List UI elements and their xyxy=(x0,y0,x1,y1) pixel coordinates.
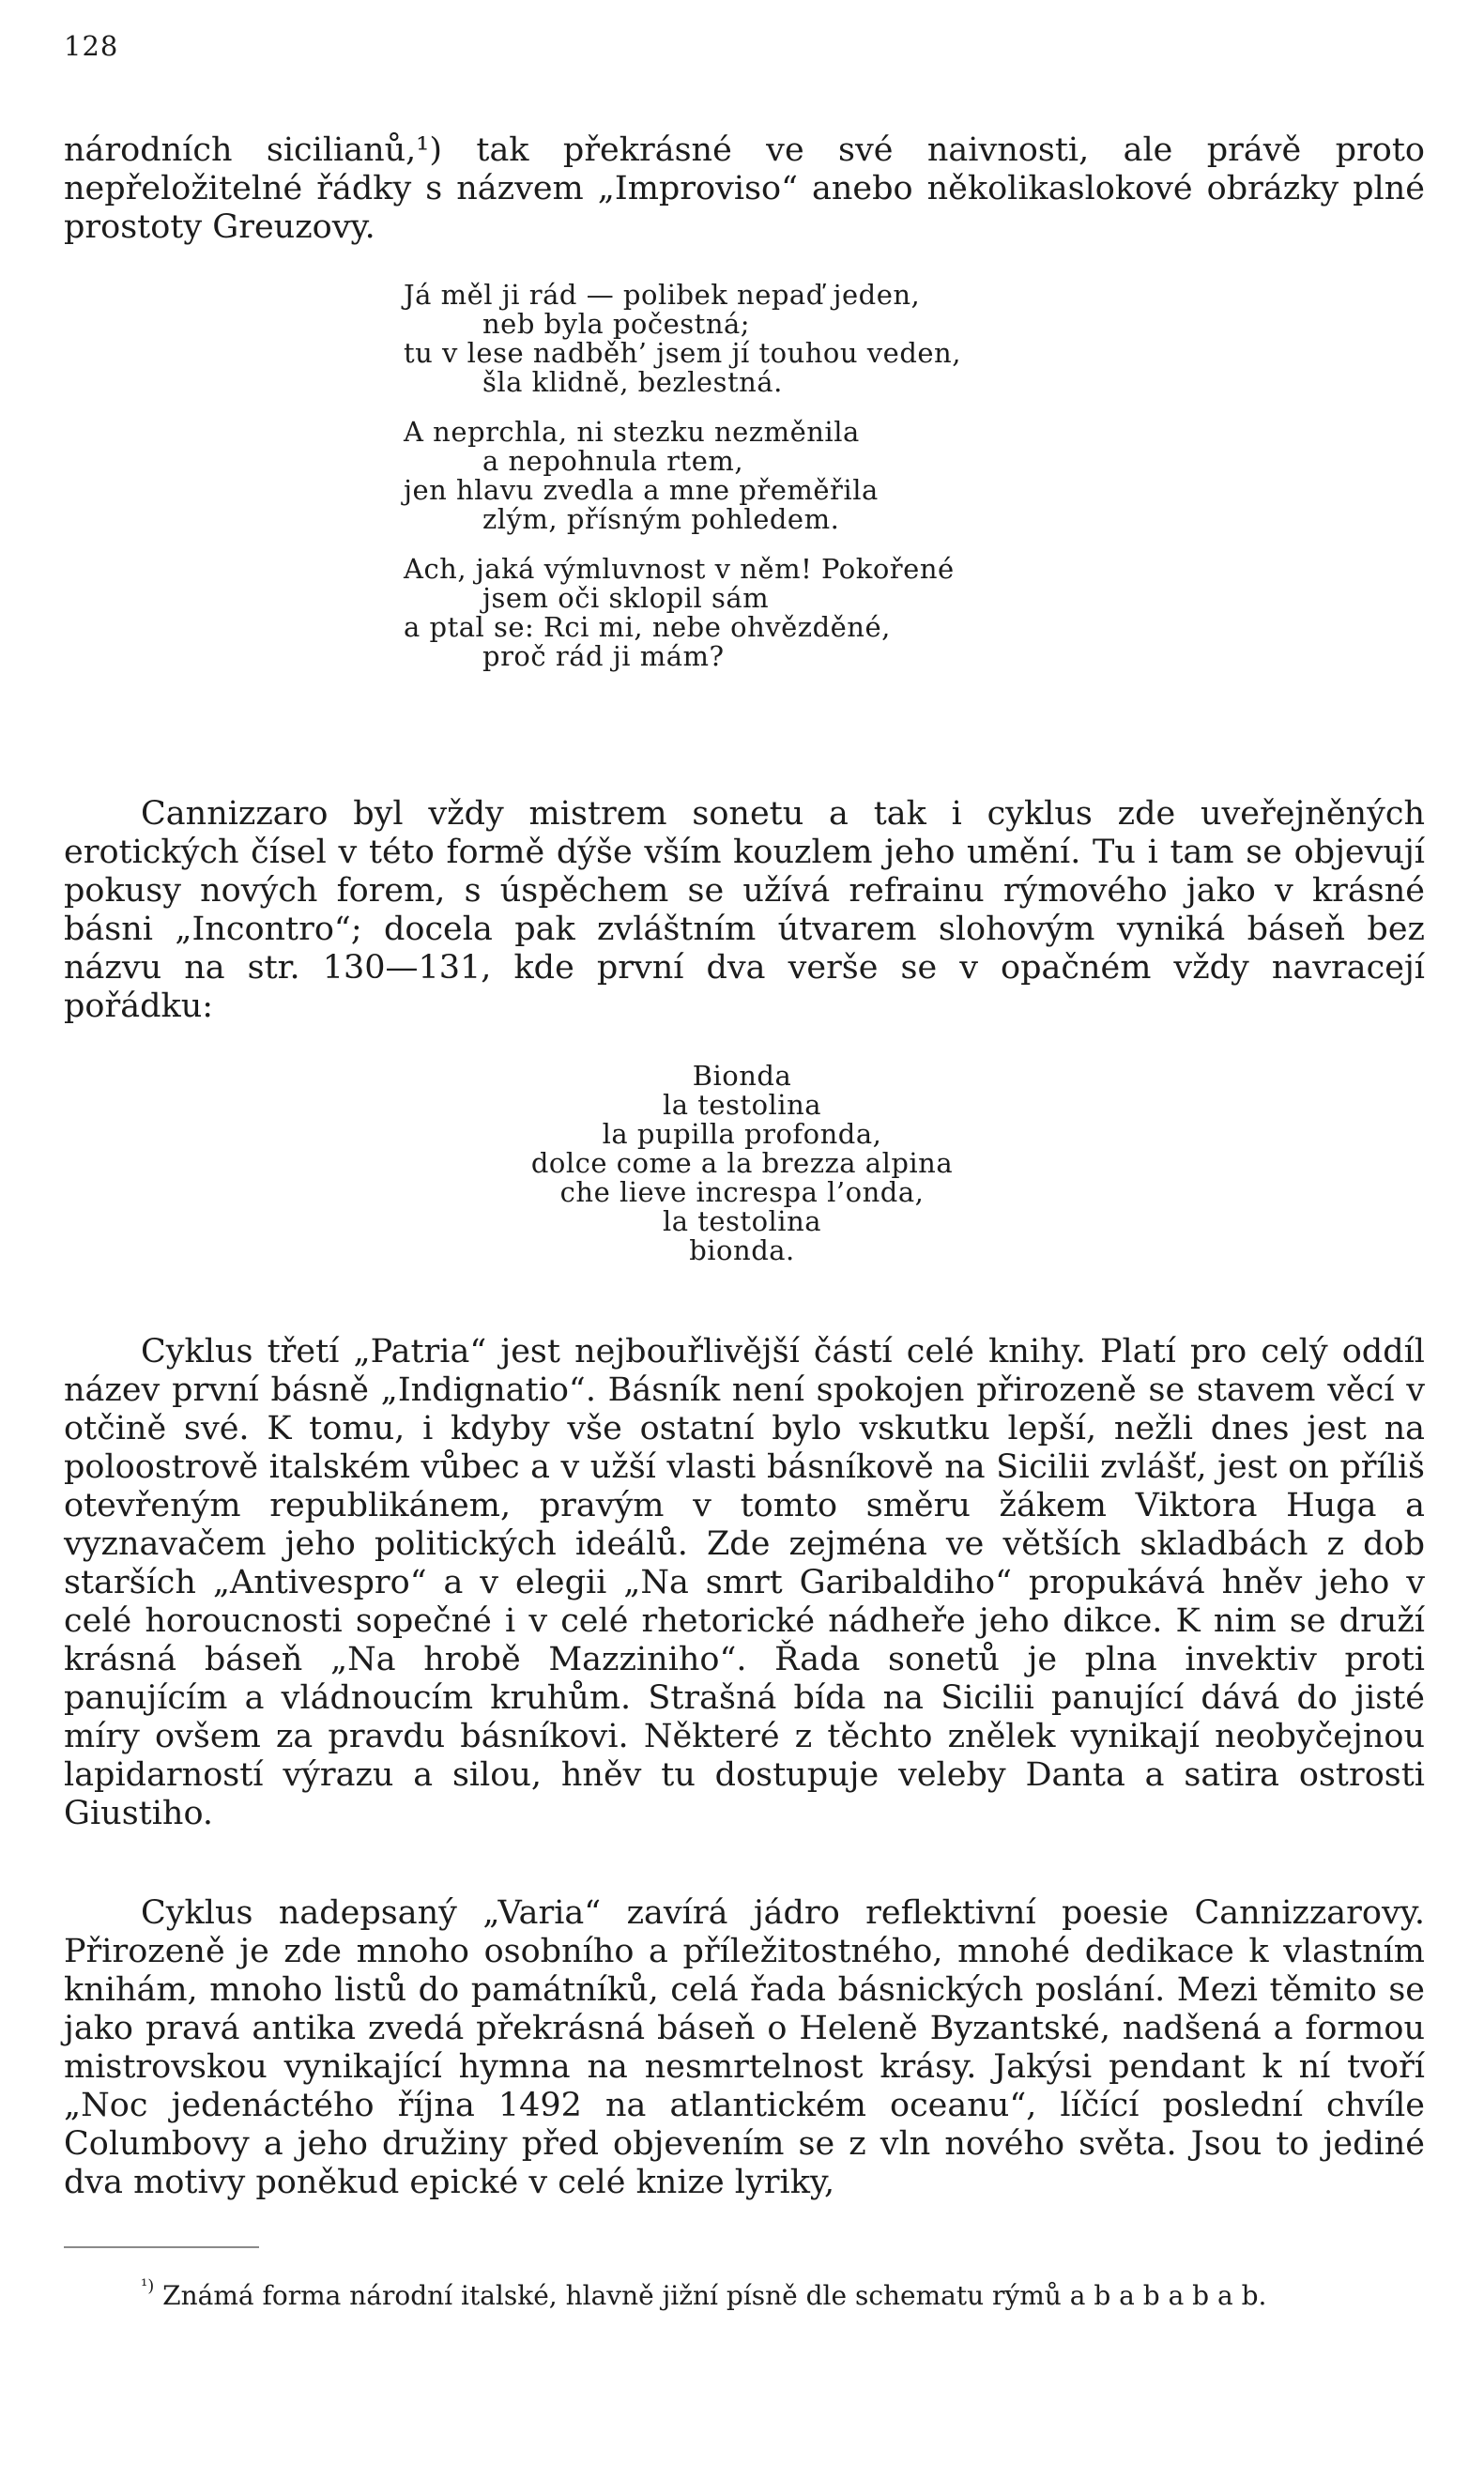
poem-line: la testolina xyxy=(662,1089,822,1121)
poem-line: Bionda xyxy=(692,1060,792,1092)
poem-line: proč rád ji mám? xyxy=(482,640,725,672)
poem-stanza-3 xyxy=(404,555,961,671)
footnote-text: Známá forma národní italské, hlavně jižní písně dle schematu rýmů a b a b a b a b. xyxy=(162,2280,1267,2311)
page-number: 128 xyxy=(64,30,119,62)
poem-line: che lieve increspa l’onda, xyxy=(559,1176,925,1208)
poem-line: la testolina xyxy=(662,1205,822,1237)
poem-bionda xyxy=(0,1062,1484,1265)
poem-line: jen hlavu zvedla a mne přeměřila xyxy=(404,474,879,506)
poem-line: šla klidně, bezlestná. xyxy=(482,366,783,398)
poem-line: A neprchla, ni stezku nezměnila xyxy=(404,416,860,448)
poem-line: zlým, přísným pohledem. xyxy=(482,503,840,535)
poem-line: bionda. xyxy=(689,1234,795,1266)
poem-line: dolce come a la brezza alpina xyxy=(530,1147,954,1179)
paragraph-sonnets: Cannizzaro byl vždy mistrem sonetu a tak i cyklus zde uveřejněných erotických čísel v této formě dýše vším kouzlem jeho umění. Tu i tam se objevují pokusy nových forem, s úspěchem se užívá refrainu rýmového jako v krásné básni „Incontro“; docela pak zvláštním útvarem slohovým vyniká báseň bez názvu na str. 130—131, kde první dva verše se v opačném vždy navracejí pořádku: xyxy=(64,795,1425,1025)
paragraph-varia: Cyklus nadepsaný „Varia“ zavírá jádro reflektivní poesie Cannizzarovy. Přirozeně je zde mnoho osobního a příležitostného, mnohé dedikace k vlastním knihám, mnoho listů do památníků, celá řada básnických poslání. Mezi těmito se jako pravá antika zvedá překrásná báseň o Heleně Byzantské, nadšená a formou mistrovskou vynikající hymna na nesmrtelnost krásy. Jakýsi pendant k ní tvoří „Noc jedenáctého října 1492 na atlantickém oceanu“, líčící poslední chvíle Columbovy a jeho družiny před objevením se z vln nového světa. Jsou to jediné dva motivy poněkud epické v celé knize lyriky, xyxy=(64,1894,1425,2201)
poem-line: tu v lese nadběh’ jsem jí touhou veden, xyxy=(404,337,961,369)
paragraph-patria: Cyklus třetí „Patria“ jest nejbouřlivější částí celé knihy. Platí pro celý oddíl název první básně „Indignatio“. Básník není spokojen přirozeně se stavem věcí v otčině své. K tomu, i kdyby vše ostatní bylo vskutku lepší, nežli dnes jest na poloostrově italském vůbec a v užší vlasti básníkově na Sicilii zvlášť, jest on příliš otevřeným republikánem, pravým v tomto směru žákem Viktora Huga a vyznavačem jeho politických ideálů. Zde zejména ve větších skladbách z dob starších „Antivespro“ a v elegii „Na smrt Garibaldiho“ propukává hněv jeho v celé horoucnosti sopečné i v celé rhetorické nádheře jeho dikce. K nim se druží krásná báseň „Na hrobě Mazziniho“. Řada sonetů je plna invektiv proti panujícím a vládnoucím kruhům. Strašná bída na Sicilii panující dává do jisté míry ovšem za pravdu básníkovi. Některé z těchto znělek vynikají neobyčejnou lapidarností výrazu a silou, hněv tu dostupuje veleby Danta a satira ostrosti Giustiho. xyxy=(64,1333,1425,1832)
poem-line: jsem oči sklopil sám xyxy=(482,582,770,614)
poem-line: Já měl ji rád — polibek nepaď jeden, xyxy=(404,279,921,311)
poem-stanza-2 xyxy=(404,418,961,534)
paragraph-intro: národních sicilianů,¹) tak překrásné ve své naivnosti, ale právě proto nepřeložitelné řádky s názvem „Improviso“ anebo několikaslokové obrázky plné prostoty Greuzovy. xyxy=(64,131,1425,246)
footnote-marker: ¹) xyxy=(141,2276,155,2296)
poem-stanzas xyxy=(404,281,961,671)
footnote-divider xyxy=(64,2246,259,2248)
poem-line: a ptal se: Rci mi, nebe ohvězděné, xyxy=(404,611,891,643)
poem-line: a nepohnula rtem, xyxy=(482,445,744,477)
poem-line: Ach, jaká výmluvnost v něm! Pokořené xyxy=(404,553,955,585)
poem-line: neb byla počestná; xyxy=(482,308,751,340)
footnote xyxy=(64,2268,1425,2315)
poem-stanza-1 xyxy=(404,281,961,397)
poem-line: la pupilla profonda, xyxy=(602,1118,882,1150)
